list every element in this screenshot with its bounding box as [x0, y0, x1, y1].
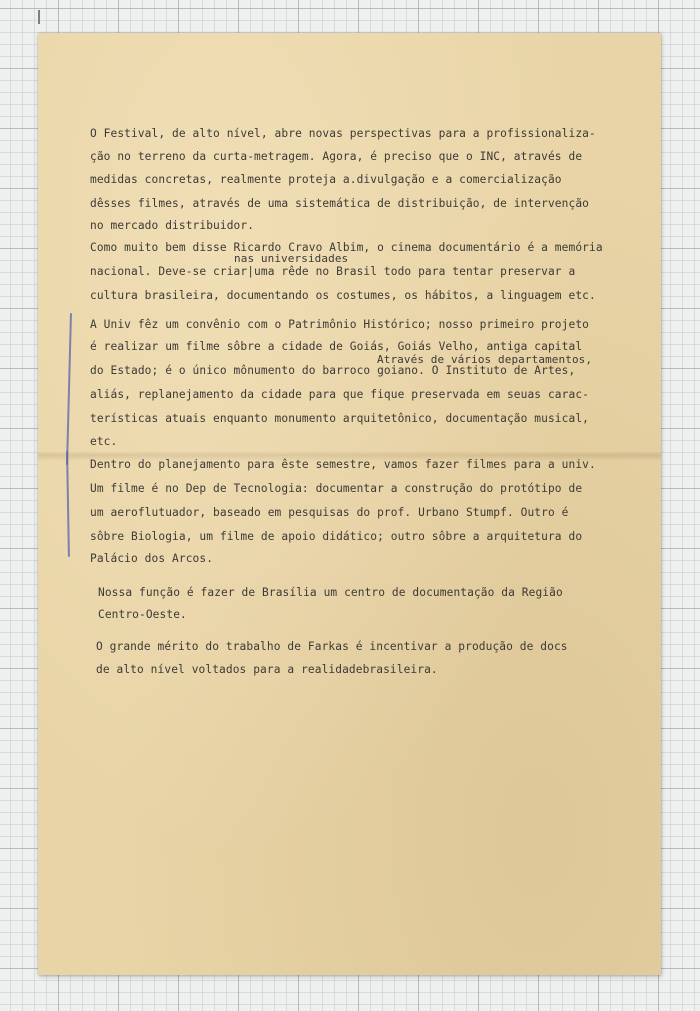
typed-line: terísticas atuais enquanto monumento arquitetônico, documentação musical,	[90, 412, 589, 425]
typed-line: cultura brasileira, documentando os costumes, os hábitos, a linguagem etc.	[90, 289, 596, 302]
typed-line: dêsses filmes, através de uma sistemática de distribuição, de intervenção	[90, 197, 589, 210]
typed-line: é realizar um filme sôbre a cidade de Goiás, Goiás Velho, antiga capital	[90, 340, 583, 353]
typed-line: aliás, replanejamento da cidade para que fique preservada em seuas carac-	[90, 388, 589, 401]
typed-line: etc.	[90, 435, 118, 448]
typed-line: do Estado; é o único mônumento do barroco goiano. O Instituto de Artes,	[90, 364, 576, 377]
typed-line: medidas concretas, realmente proteja a.divulgação e a comercialização	[90, 173, 562, 186]
typed-line: ção no terreno da curta-metragem. Agora, é preciso que o INC, através de	[90, 150, 583, 163]
typed-line: sôbre Biologia, um filme de apoio didático; outro sôbre a arquitetura do	[90, 530, 583, 543]
typed-line: nacional. Deve-se criar|uma rêde no Brasil todo para tentar preservar a	[90, 265, 576, 278]
typed-interlinear-insertion: nas universidades	[234, 252, 349, 265]
typed-line: Dentro do planejamento para êste semestre, vamos fazer filmes para a univ.	[90, 458, 596, 471]
typed-interlinear-insertion: Através de vários departamentos,	[377, 353, 593, 366]
typed-line: Nossa função é fazer de Brasília um centro de documentação da Região	[98, 586, 563, 599]
typed-line: Centro-Oeste.	[98, 608, 187, 621]
typed-line: Como muito bem disse Ricardo Cravo Albim, o cinema documentário é a memória	[90, 241, 603, 254]
typed-line: no mercado distribuidor.	[90, 219, 255, 232]
typed-line: O Festival, de alto nível, abre novas perspectivas para a profissionaliza-	[90, 127, 596, 140]
typed-line: Um filme é no Dep de Tecnologia: documentar a construção do protótipo de	[90, 482, 583, 495]
handwritten-margin-bracket-top	[66, 313, 72, 465]
typed-line: O grande mérito do trabalho de Farkas é incentivar a produção de docs	[96, 640, 568, 653]
typed-line: de alto nível voltados para a realidadebrasileira.	[96, 663, 438, 676]
typed-line: Palácio dos Arcos.	[90, 552, 214, 565]
typed-line: um aeroflutuador, baseado em pesquisas do prof. Urbano Stumpf. Outro é	[90, 506, 569, 519]
graph-paper-tick	[38, 10, 40, 24]
typewritten-page	[38, 33, 661, 975]
typed-line: A Univ fêz um convênio com o Patrimônio Histórico; nosso primeiro projeto	[90, 318, 589, 331]
handwritten-margin-bracket-bottom	[66, 451, 70, 557]
